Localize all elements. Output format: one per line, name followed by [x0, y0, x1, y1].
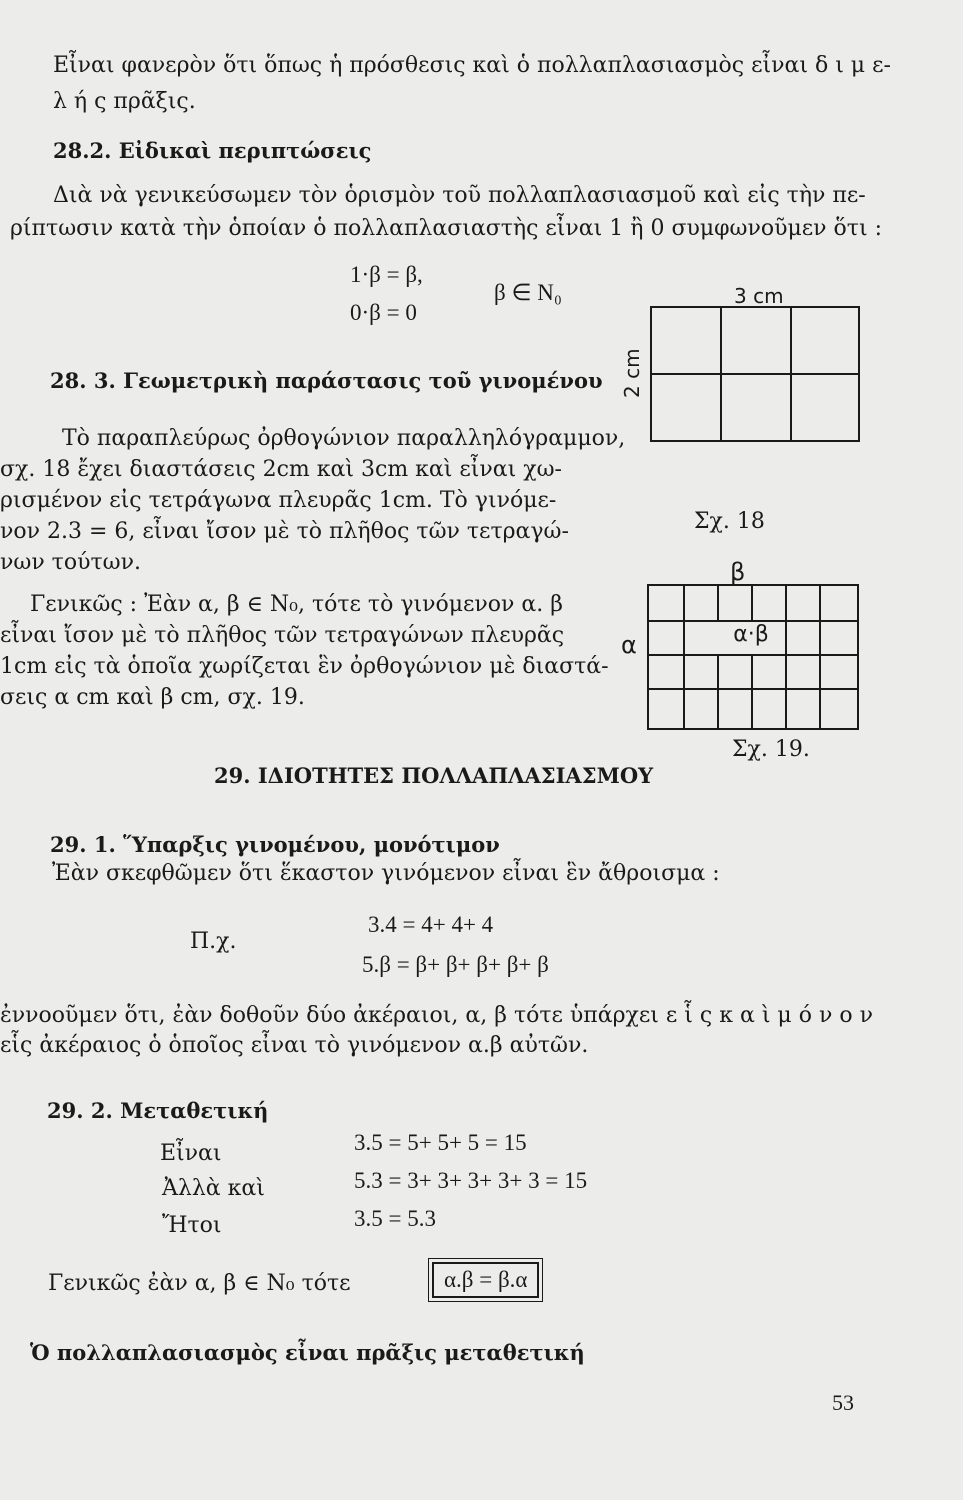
fig18-caption: Σχ. 18	[694, 509, 765, 534]
s28-3-general-4: σεις α cm καὶ β cm, σχ. 19.	[0, 685, 305, 710]
row-expr-2: 5.3 = 3+ 3+ 3+ 3+ 3 = 15	[354, 1168, 588, 1193]
s28-3-line-1: Τὸ παραπλεύρως ὀρθογώνιον παραλληλόγραμμον,	[62, 426, 626, 451]
s28-3-line-5: νων τούτων.	[0, 550, 141, 575]
figure-18-grid	[650, 306, 860, 442]
s29-1-para-1: Ἐὰν σκεφθῶμεν ὅτι ἕκαστον γινόμενον εἶναι ἓν ἄθροισμα :	[52, 861, 720, 886]
s28-3-line-2: σχ. 18 ἔχει διαστάσεις 2cm καὶ 3cm καὶ εἶναι χω-	[0, 457, 562, 482]
fig18-top-label: 3 cm	[734, 284, 784, 308]
conclusion: Ὁ πολλαπλασιασμὸς εἶναι πρᾶξις μεταθετική	[30, 1340, 585, 1365]
s28-3-line-4: νον 2.3 = 6, εἶναι ἴσον μὲ τὸ πλῆθος τῶν τετραγώ-	[0, 519, 569, 544]
row-label-3: Ἤτοι	[162, 1213, 222, 1238]
row-expr-3: 3.5 = 5.3	[354, 1206, 436, 1231]
s28-3-general-1: Γενικῶς : Ἐὰν α, β ∈ N₀, τότε τὸ γινόμενον α. β	[30, 592, 563, 617]
row-label-2: Ἀλλὰ καὶ	[162, 1176, 265, 1201]
figure-19-grid	[647, 584, 859, 730]
section-29-title: 29. ΙΔΙΟΤΗΤΕΣ ΠΟΛΛΑΠΛΑΣΙΑΣΜΟΥ	[214, 763, 654, 788]
s29-1-para-2b: εἷς ἀκέραιος ὁ ὁποῖος εἶναι τὸ γινόμενον α.β αὐτῶν.	[0, 1033, 589, 1058]
heading-29-1: 29. 1. Ὕπαρξις γινομένου, μονότιμον	[50, 832, 500, 857]
heading-29-2: 29. 2. Μεταθετική	[47, 1098, 269, 1123]
fig19-top-label: β	[730, 558, 746, 586]
fig19-caption: Σχ. 19.	[732, 737, 810, 762]
intro-line-1: Εἶναι φανερὸν ὅτι ὅπως ἡ πρόσθεσις καὶ ὁ πολλαπλασιασμὸς εἶναι δ ι μ ε-	[53, 53, 891, 78]
heading-28-3: 28. 3. Γεωμετρικὴ παράστασις τοῦ γινομένου	[50, 368, 603, 393]
s29-1-para-2a: ἐννοοῦμεν ὅτι, ἐὰν δοθοῦν δύο ἀκέραιοι, α, β τότε ὑπάρχει ε ἷ ς κ α ὶ μ ό ν ο ν	[0, 1003, 873, 1028]
condition-b-in-n0: β ∈ N₀	[494, 280, 562, 305]
row-expr-1: 3.5 = 5+ 5+ 5 = 15	[354, 1130, 527, 1155]
s28-3-general-3: 1cm εἰς τὰ ὁποῖα χωρίζεται ἓν ὀρθογώνιον μὲ διαστά-	[0, 654, 609, 679]
fig19-center-label: α·β	[717, 622, 785, 654]
s28-2-line-1: Διὰ νὰ γενικεύσωμεν τὸν ὁρισμὸν τοῦ πολλαπλασιασμοῦ καὶ εἰς τὴν πε-	[53, 183, 866, 208]
equation-one-times-b: 1·β = β,	[350, 262, 423, 287]
s28-3-line-3: ρισμένον εἰς τετράγωνα πλευρᾶς 1cm. Τὸ γινόμε-	[0, 488, 557, 513]
general-statement: Γενικῶς ἐὰν α, β ∈ N₀ τότε	[48, 1271, 351, 1296]
heading-28-2: 28.2. Εἰδικαὶ περιπτώσεις	[53, 138, 372, 163]
row-label-1: Εἶναι	[160, 1141, 222, 1166]
example-2: 5.β = β+ β+ β+ β+ β	[362, 952, 549, 977]
fig18-side-label: 2 cm	[620, 348, 644, 398]
intro-line-2: λ ή ς πρᾶξις.	[53, 89, 196, 114]
example-1: 3.4 = 4+ 4+ 4	[368, 912, 494, 937]
s28-2-line-2: ρίπτωσιν κατὰ τὴν ὁποίαν ὁ πολλαπλασιαστὴς εἶναι 1 ἢ 0 συμφωνοῦμεν ὅτι :	[10, 216, 882, 241]
commutative-box: α.β = β.α	[432, 1262, 539, 1298]
page-number: 53	[832, 1390, 854, 1415]
example-label: Π.χ.	[190, 929, 237, 954]
fig19-side-label: α	[621, 631, 637, 659]
equation-zero-times-b: 0·β = 0	[350, 300, 417, 325]
s28-3-general-2: εἶναι ἴσον μὲ τὸ πλῆθος τῶν τετραγώνων πλευρᾶς	[0, 623, 565, 648]
